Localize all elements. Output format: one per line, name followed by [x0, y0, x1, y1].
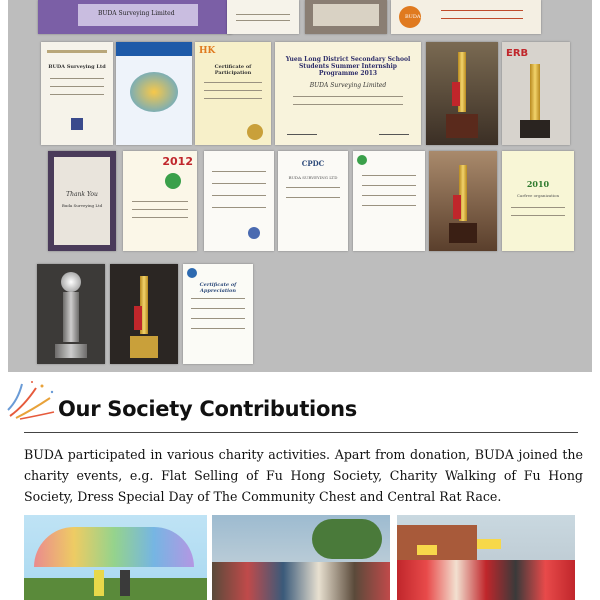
- award-8: [123, 151, 197, 251]
- award-top-4-caption: BUDA: [405, 14, 421, 20]
- charity-photo-1: [24, 515, 207, 600]
- award-16: [183, 264, 253, 364]
- award-1: [41, 42, 113, 145]
- award-5-trophy: [426, 42, 498, 145]
- award-16-title: Certificate of Appreciation: [199, 282, 237, 294]
- award-top-2: [227, 0, 299, 34]
- award-top-4: [391, 0, 541, 34]
- section-divider: [24, 432, 578, 433]
- charity-photo-3: [397, 515, 575, 600]
- award-15-trophy: [110, 264, 178, 364]
- award-3-title: Certificate of Participation: [214, 64, 252, 76]
- award-6-trophy: [502, 42, 570, 145]
- section-body: BUDA participated in various charity activities. Apart from donation, BUDA joined the charity events, e.g. Flat Selling of Fu Hong Society, Charity Walking of Fu Hong Society, Dress Special Day of The Community Chest and Central Rat Race.: [24, 447, 583, 504]
- charity-photo-2: [212, 515, 390, 600]
- award-1-title: BUDA Surveying Ltd: [48, 64, 106, 70]
- award-10: [278, 151, 348, 251]
- award-top-1: [38, 0, 232, 34]
- award-13: [502, 151, 574, 251]
- award-4-title: Yuen Long District Secondary School Students Summer Internship Programme 2013: [285, 56, 411, 77]
- award-2: [116, 42, 192, 145]
- award-11: [353, 151, 425, 251]
- section-title: Our Society Contributions: [58, 397, 357, 421]
- award-9: [204, 151, 274, 251]
- award-7-sub: Buda Surveying Ltd: [61, 203, 103, 208]
- award-top-1-caption: BUDA Surveying Limited: [98, 10, 175, 17]
- award-3: HK Certificate of Participation: [195, 42, 271, 145]
- award-13-title: 2010: [526, 179, 550, 189]
- award-10-sub: BUDA SURVEYING LTD: [288, 175, 338, 180]
- award-12-trophy: [429, 151, 497, 251]
- award-4: [275, 42, 421, 145]
- award-8-title: 2012: [162, 155, 193, 168]
- award-10-title: CPDC: [301, 159, 325, 168]
- award-7: [48, 151, 116, 251]
- awards-gallery: [8, 0, 592, 372]
- sparkle-icon: [6, 380, 58, 420]
- award-13-sub: Carfree organization: [516, 193, 560, 198]
- award-top-3: [305, 0, 387, 34]
- award-6-title: ERB: [506, 48, 529, 59]
- award-14-crystal: [37, 264, 105, 364]
- award-4-sub: BUDA Surveying Limited: [309, 82, 387, 89]
- award-7-title: Thank You: [66, 191, 98, 198]
